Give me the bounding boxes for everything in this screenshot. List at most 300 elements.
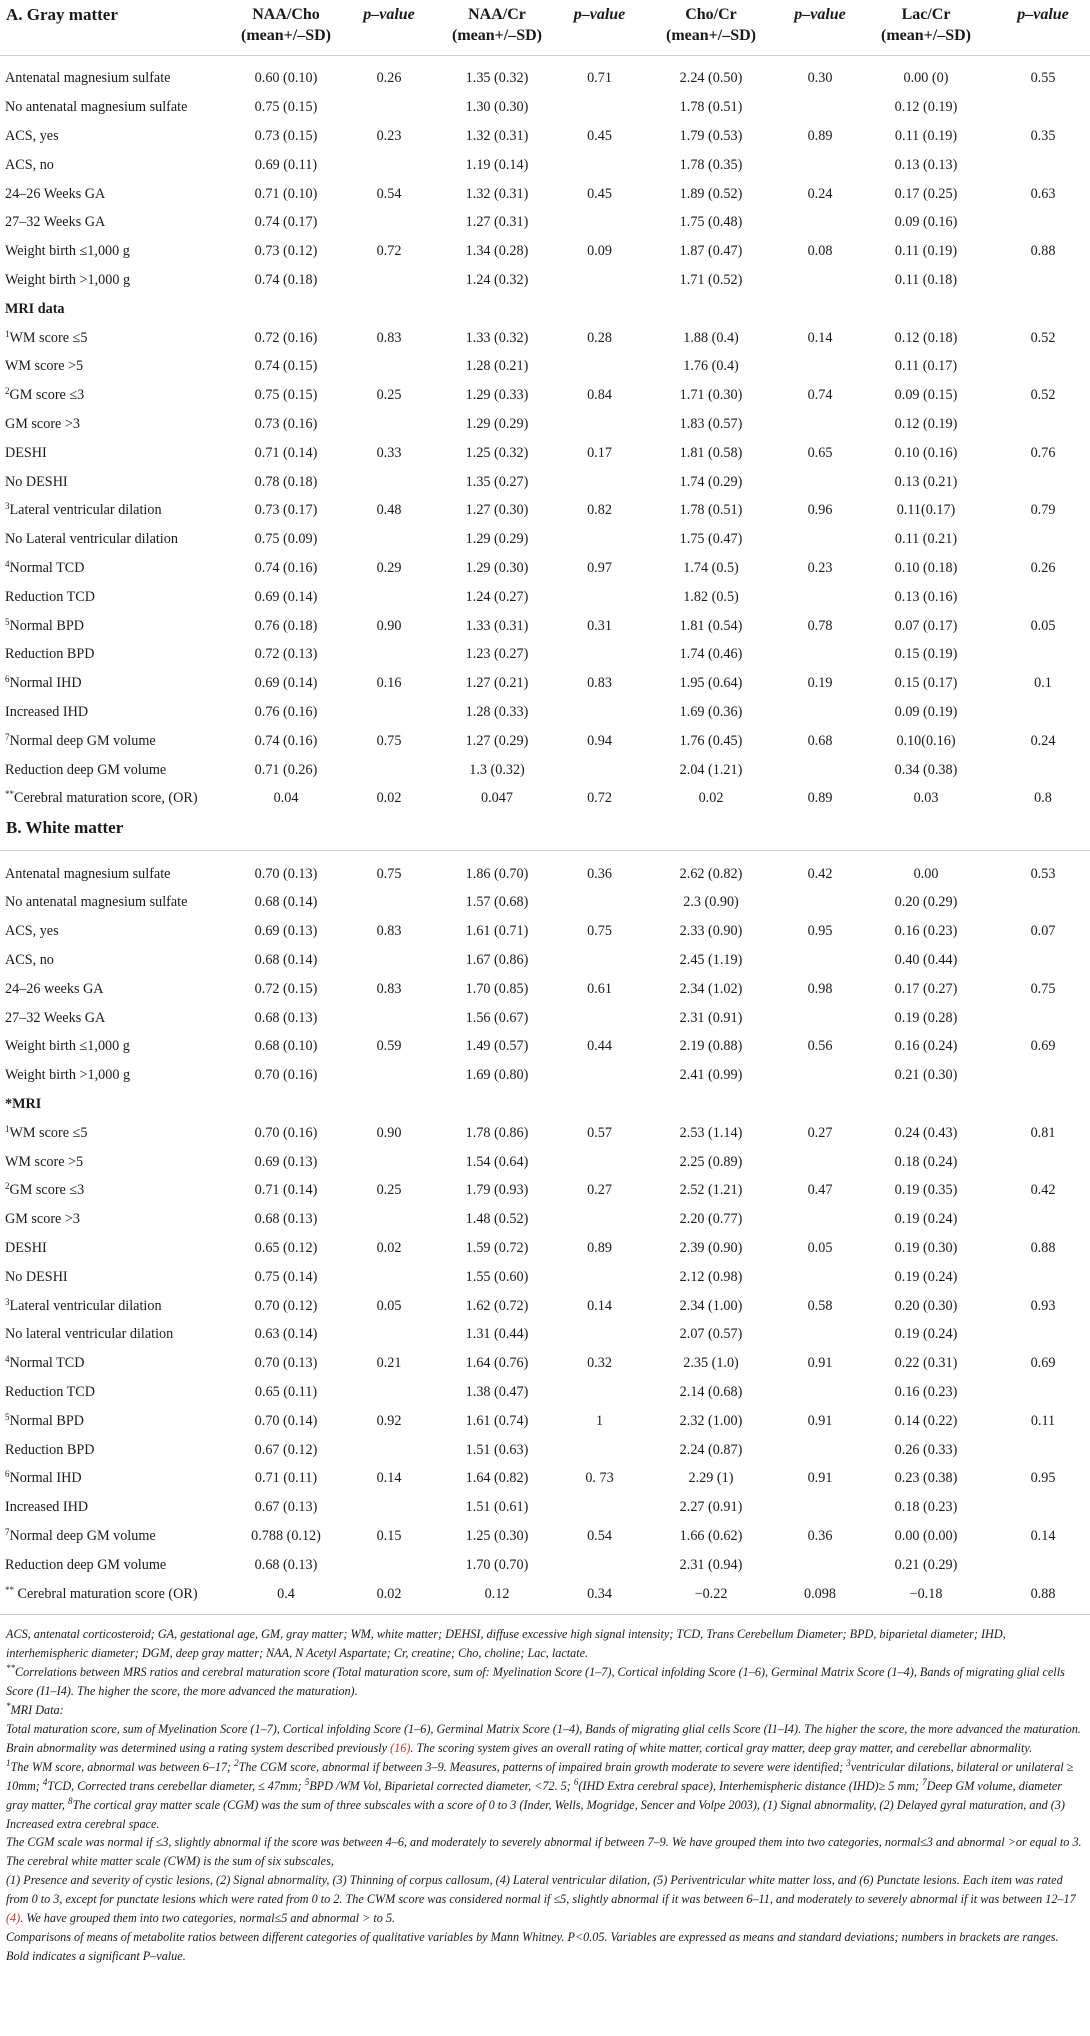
p-value-cell: [561, 468, 638, 497]
row-label: Increased IHD: [5, 1499, 89, 1516]
mean-sd-cell: 0.68 (0.13): [254, 1556, 318, 1573]
mean-sd-cell: 2.12 (0.98): [679, 1268, 743, 1285]
p-value-cell: 0.54: [376, 185, 402, 202]
mean-sd-cell: 1.32 (0.31): [465, 185, 529, 202]
row-label: 27–32 Weeks GA: [5, 214, 106, 231]
p-value-cell: 0.35: [1030, 127, 1056, 144]
mean-sd-cell: 0.10 (0.16): [894, 444, 958, 461]
mean-sd-cell: 1.29 (0.30): [465, 559, 529, 576]
footnote-marker: 6: [5, 674, 10, 685]
p-value-cell: 0.8: [1034, 790, 1052, 807]
mean-sd-cell: 1.81 (0.54): [679, 617, 743, 634]
table-row: [0, 208, 1090, 237]
mean-sd-cell: 0.15 (0.19): [894, 646, 958, 663]
divider: [0, 850, 1090, 860]
p-value-cell: 0.94: [587, 732, 612, 749]
mean-sd-cell: 1.61 (0.71): [465, 923, 529, 940]
p-value-cell: [784, 410, 856, 439]
mean-sd-cell: 1.24 (0.27): [465, 588, 529, 605]
row-label: WM score >5: [5, 358, 84, 375]
p-value-cell: 0.16: [376, 675, 402, 692]
table-row: [0, 1148, 1090, 1177]
row-label: 24–26 weeks GA: [5, 980, 104, 997]
p-value-cell: 0.53: [1030, 865, 1056, 882]
mean-sd-cell: 0.73 (0.17): [254, 502, 318, 519]
p-value-cell: 0.72: [376, 243, 402, 260]
p-value-cell: [561, 1061, 638, 1090]
mean-sd-cell: 1.29 (0.33): [465, 387, 529, 404]
p-value-cell: [345, 1263, 433, 1292]
mean-sd-cell: 0.17 (0.25): [894, 185, 958, 202]
p-value-cell: [784, 1436, 856, 1465]
table-row: [0, 698, 1090, 727]
p-value-cell: [996, 1061, 1090, 1090]
header-p: p–value: [573, 6, 626, 23]
p-value-cell: 0.59: [376, 1038, 402, 1055]
p-value-cell: [345, 1551, 433, 1580]
p-value-cell: 0.91: [807, 1412, 833, 1429]
p-value-cell: 0.68: [807, 732, 833, 749]
mean-sd-cell: 0.19 (0.24): [894, 1211, 958, 1228]
p-value-cell: [784, 1004, 856, 1033]
mean-sd-cell: 0.23 (0.38): [894, 1470, 958, 1487]
p-value-cell: 0.88: [1030, 1239, 1056, 1256]
p-value-cell: 0.15: [376, 1527, 402, 1544]
p-value-cell: 0.25: [376, 387, 402, 404]
section-title-gray: A. Gray matter: [6, 5, 118, 24]
table-row: [0, 410, 1090, 439]
p-value-cell: 0.65: [807, 444, 833, 461]
p-value-cell: [784, 1378, 856, 1407]
table-row: [0, 1349, 1090, 1378]
mean-sd-cell: 0.72 (0.15): [254, 980, 318, 997]
mean-sd-cell: 2.19 (0.88): [679, 1038, 743, 1055]
row-label: ACS, yes: [5, 127, 59, 144]
mean-sd-cell: 0.16 (0.23): [894, 923, 958, 940]
mean-sd-cell: 1.31 (0.44): [465, 1326, 529, 1343]
mean-sd-cell: 0.19 (0.24): [894, 1326, 958, 1343]
mean-sd-cell: −0.22: [694, 1585, 728, 1602]
mean-sd-cell: 0.34 (0.38): [894, 761, 958, 778]
mean-sd-cell: 0.4: [277, 1585, 295, 1602]
abbreviations-note: ACS, antenatal corticosteroid; GA, gestational age, GM, gray matter; WM, white matter; DEHSI, diffuse excessive high signal intensity; TCD, Trans Cerebellum Diameter; BPD, biparietal diameter; IHD, interhemispheric diameter; DGM, deep gray matter; NAA, N Acetyl Aspartate; Cr, creatine; Cho, choline; Lac, lactate.: [6, 1627, 1006, 1661]
p-value-cell: [996, 1378, 1090, 1407]
p-value-cell: 0.74: [807, 387, 833, 404]
mean-sd-cell: 0.12: [484, 1585, 510, 1602]
correlation-note: **Correlations between MRS ratios and cerebral maturation score (Total maturation score, sum of: Myelination Score (1–7), Cortical infolding Score (1–6), Germinal Matrix Score (1–4), Bands of migrating glial cells Score (I1–I4). The higher the score, the more advanced the maturation).: [6, 1663, 1065, 1699]
p-value-cell: 0.57: [587, 1124, 612, 1141]
p-value-cell: [561, 1205, 638, 1234]
header-p: p–value: [1017, 6, 1069, 23]
mean-sd-cell: 0.69 (0.14): [254, 588, 318, 605]
mean-sd-cell: 2.07 (0.57): [679, 1326, 743, 1343]
mean-sd-cell: 0.20 (0.30): [894, 1297, 958, 1314]
p-value-cell: 0.63: [1030, 185, 1056, 202]
mean-sd-cell: 0.26 (0.33): [894, 1441, 958, 1458]
section-title-white: B. White matter: [6, 818, 124, 838]
mean-sd-cell: 0.12 (0.18): [894, 329, 958, 346]
p-value-cell: 0.55: [1030, 70, 1056, 87]
mean-sd-cell: 1.25 (0.30): [465, 1527, 529, 1544]
mean-sd-cell: 1.95 (0.64): [679, 675, 743, 692]
mean-sd-cell: 0.73 (0.12): [254, 243, 318, 260]
table-row: [0, 439, 1090, 468]
p-value-cell: 0.91: [807, 1355, 833, 1372]
mean-sd-cell: 1.64 (0.76): [465, 1355, 529, 1372]
p-value-cell: 0.54: [587, 1527, 612, 1544]
footnote-marker: 2: [5, 386, 10, 397]
mean-sd-cell: 0.71 (0.10): [254, 185, 318, 202]
mean-sd-cell: 0.74 (0.16): [254, 732, 318, 749]
p-value-cell: [996, 889, 1090, 918]
mean-sd-cell: 0.00: [913, 865, 939, 882]
reference-link[interactable]: (16): [390, 1740, 411, 1755]
footnote-marker: 6: [5, 1469, 10, 1480]
p-value-cell: 0.75: [376, 865, 402, 882]
mean-sd-cell: 1.54 (0.64): [465, 1153, 529, 1170]
table-row: [0, 1407, 1090, 1436]
row-label: Weight birth ≤1,000 g: [5, 243, 130, 260]
mean-sd-cell: 1.78 (0.51): [679, 99, 743, 116]
row-label: Reduction deep GM volume: [5, 1556, 167, 1573]
row-label: Weight birth >1,000 g: [5, 271, 131, 288]
mean-sd-cell: 0.03: [913, 790, 939, 807]
mean-sd-cell: 0.13 (0.13): [894, 156, 958, 173]
p-value-cell: [784, 1205, 856, 1234]
mean-sd-cell: 0.09 (0.16): [894, 214, 958, 231]
mean-sd-cell: 0.75 (0.15): [254, 387, 318, 404]
table-row: [0, 496, 1090, 525]
table-row: [0, 612, 1090, 641]
mean-sd-cell: 0.70 (0.12): [254, 1297, 318, 1314]
p-value-cell: 0.29: [376, 559, 402, 576]
p-value-cell: 0.17: [587, 444, 612, 461]
mean-sd-cell: 1.64 (0.82): [465, 1470, 529, 1487]
p-value-cell: [784, 1493, 856, 1522]
p-value-cell: [345, 640, 433, 669]
mean-sd-cell: 0.69 (0.14): [254, 675, 318, 692]
p-value-cell: [345, 93, 433, 122]
footnote-marker: 7: [5, 731, 10, 742]
mean-sd-cell: 0.11 (0.18): [894, 271, 958, 288]
mri-label: *MRI Data:: [6, 1701, 64, 1718]
footnote-marker: 4: [5, 1354, 10, 1365]
mean-sd-cell: 0.68 (0.13): [254, 1211, 318, 1228]
brain-note: Brain abnormality was determined using a rating system described previously (16). The scoring system gives an overall rating of white matter, cortical gray matter, deep gray matter, and cerebellar abnormality.: [6, 1740, 1033, 1755]
footnote-marker: 2: [5, 1181, 10, 1192]
comparison-note: Comparisons of means of metabolite ratios between different categories of qualitative variables by Mann Whitney. P<0.05. Variables are expressed as means and standard deviations; numbers in brackets are ranges. Bold indicates a significant P–value.: [6, 1929, 1059, 1963]
subheading: *MRI: [5, 1095, 42, 1112]
p-value-cell: [996, 698, 1090, 727]
row-label: $^4$Normal TCD: [5, 558, 85, 576]
p-value-cell: 0.95: [807, 923, 833, 940]
mean-sd-cell: 0.63 (0.14): [254, 1326, 318, 1343]
mean-sd-cell: 1.27 (0.21): [465, 675, 529, 692]
table-row: [0, 468, 1090, 497]
mean-sd-cell: 0.16 (0.24): [894, 1038, 958, 1055]
row-label: GM score >3: [5, 415, 80, 432]
mean-sd-cell: 2.25 (0.89): [679, 1153, 743, 1170]
white-matter-section: [0, 813, 1090, 1608]
p-value-cell: 0.89: [807, 127, 833, 144]
p-value-cell: 0.69: [1030, 1355, 1056, 1372]
row-label: Antenatal magnesium sulfate: [5, 865, 171, 882]
mean-sd-cell: 1.70 (0.70): [465, 1556, 529, 1573]
mean-sd-cell: 2.3 (0.90): [683, 894, 739, 911]
mean-sd-cell: 1.71 (0.30): [679, 387, 743, 404]
mean-sd-cell: 2.14 (0.68): [679, 1383, 743, 1400]
mean-sd-cell: 1.33 (0.32): [465, 329, 529, 346]
row-label: ACS, yes: [5, 923, 59, 940]
mean-sd-cell: 0.69 (0.13): [254, 923, 318, 940]
mean-sd-cell: 2.41 (0.99): [679, 1067, 743, 1084]
p-value-cell: [561, 525, 638, 554]
header-naa-cho: NAA/Cho (mean+/–SD): [241, 6, 331, 44]
row-label: Increased IHD: [5, 703, 89, 720]
p-value-cell: [784, 1148, 856, 1177]
table-row: [0, 93, 1090, 122]
mean-sd-cell: 0.19 (0.30): [894, 1239, 958, 1256]
p-value-cell: 0.02: [376, 1239, 402, 1256]
row-label: $^5$Normal BPD: [5, 616, 84, 634]
p-value-cell: [784, 208, 856, 237]
p-value-cell: 0.91: [807, 1470, 833, 1487]
p-value-cell: 0.90: [376, 617, 402, 634]
row-label: $^2$GM score ≤3: [5, 1181, 85, 1199]
p-value-cell: 0.52: [1030, 329, 1056, 346]
p-value-cell: [784, 266, 856, 295]
table-row: [0, 1493, 1090, 1522]
p-value-cell: [996, 1148, 1090, 1177]
p-value-cell: 0.28: [587, 329, 612, 346]
p-value-cell: [561, 640, 638, 669]
p-value-cell: [784, 640, 856, 669]
row-label: $^6$Normal IHD: [5, 674, 82, 692]
table-row: [0, 1234, 1090, 1263]
mean-sd-cell: 1.28 (0.33): [465, 703, 529, 720]
subheading: MRI data: [5, 300, 65, 317]
mean-sd-cell: 0.69 (0.13): [254, 1153, 318, 1170]
mean-sd-cell: 0.74 (0.17): [254, 214, 318, 231]
p-value-cell: 0.83: [376, 923, 402, 940]
p-value-cell: [996, 946, 1090, 975]
mean-sd-cell: 0.24 (0.43): [894, 1124, 958, 1141]
mean-sd-cell: 1.23 (0.27): [465, 646, 529, 663]
mean-sd-cell: 1.51 (0.63): [465, 1441, 529, 1458]
mean-sd-cell: 2.32 (1.00): [679, 1412, 743, 1429]
table-row: [0, 1436, 1090, 1465]
p-value-cell: [784, 93, 856, 122]
p-value-cell: [561, 1436, 638, 1465]
p-value-cell: 0.90: [376, 1124, 402, 1141]
mean-sd-cell: 1.74 (0.46): [679, 646, 743, 663]
row-label: Reduction BPD: [5, 1441, 95, 1458]
p-value-cell: [996, 468, 1090, 497]
row-label: $^5$Normal BPD: [5, 1411, 84, 1429]
table-row: [0, 727, 1090, 756]
p-value-cell: 0.24: [1030, 732, 1056, 749]
row-label: No antenatal magnesium sulfate: [5, 99, 188, 116]
p-value-cell: 0.21: [376, 1355, 402, 1372]
mean-sd-cell: 0.13 (0.16): [894, 588, 958, 605]
p-value-cell: 0.75: [1030, 980, 1056, 997]
p-value-cell: 0.83: [587, 675, 612, 692]
mean-sd-cell: 0.75 (0.15): [254, 99, 318, 116]
p-value-cell: [561, 208, 638, 237]
mean-sd-cell: 0.22 (0.31): [894, 1355, 958, 1372]
row-label: $^6$Normal IHD: [5, 1469, 82, 1487]
footnote-marker: 7: [5, 1526, 10, 1537]
mean-sd-cell: 1.32 (0.31): [465, 127, 529, 144]
p-value-cell: [784, 698, 856, 727]
table-row: [0, 1061, 1090, 1090]
table-row: [0, 583, 1090, 612]
p-value-cell: [996, 1551, 1090, 1580]
table-row: [0, 1004, 1090, 1033]
p-value-cell: [996, 93, 1090, 122]
mean-sd-cell: 0.19 (0.28): [894, 1009, 958, 1026]
mean-sd-cell: 1.67 (0.86): [465, 952, 529, 968]
p-value-cell: 0.14: [807, 329, 833, 346]
p-value-cell: [784, 151, 856, 180]
footnote-marker: **: [5, 789, 14, 800]
mean-sd-cell: 0.40 (0.44): [894, 952, 958, 968]
row-label: $^3$Lateral ventricular dilation: [5, 501, 162, 519]
p-value-cell: 0.93: [1030, 1297, 1056, 1314]
table-row: [0, 640, 1090, 669]
table-row: [0, 381, 1090, 410]
mean-sd-cell: 0.75 (0.09): [254, 531, 318, 548]
p-value-cell: 0.88: [1030, 1585, 1056, 1602]
mean-sd-cell: 2.31 (0.91): [679, 1009, 743, 1026]
p-value-cell: 0.14: [1030, 1527, 1056, 1544]
mean-sd-cell: 1.59 (0.72): [465, 1239, 529, 1256]
row-label: GM score >3: [5, 1211, 80, 1228]
mean-sd-cell: 1.70 (0.85): [465, 980, 529, 997]
mean-sd-cell: 0.00 (0): [903, 70, 949, 87]
subheading-row: [0, 295, 1090, 324]
table-row: [0, 975, 1090, 1004]
mean-sd-cell: 1.55 (0.60): [465, 1268, 529, 1285]
p-value-cell: [561, 946, 638, 975]
row-label: Reduction TCD: [5, 588, 95, 605]
mean-sd-cell: 1.3 (0.32): [469, 761, 525, 778]
p-value-cell: [561, 1551, 638, 1580]
p-value-cell: [345, 1205, 433, 1234]
mean-sd-cell: 1.35 (0.32): [465, 70, 529, 87]
mean-sd-cell: 0.65 (0.12): [254, 1239, 318, 1256]
mri-note: Total maturation score, sum of Myelination Score (1–7), Cortical infolding Score (1–6), Germinal Matrix Score (1–4), Bands of migrating glial cells Score (I1–I4). The higher the score, the more advanced the maturation.: [6, 1721, 1081, 1736]
mean-sd-cell: 0.72 (0.13): [254, 646, 318, 663]
table-row: [0, 237, 1090, 266]
mean-sd-cell: 0.76 (0.18): [254, 617, 318, 634]
mean-sd-cell: 1.24 (0.32): [465, 271, 529, 288]
mean-sd-cell: 0.12 (0.19): [894, 415, 958, 432]
row-label: 27–32 Weeks GA: [5, 1009, 106, 1026]
row-label: No lateral ventricular dilation: [5, 1326, 174, 1343]
p-value-cell: [784, 1551, 856, 1580]
header-lac-cr: Lac/Cr (mean+/–SD): [881, 6, 971, 44]
footnote-marker: **: [5, 1584, 14, 1595]
row-label: No Lateral ventricular dilation: [5, 531, 178, 548]
mean-sd-cell: 0.70 (0.14): [254, 1412, 318, 1429]
row-label: No DESHI: [5, 473, 68, 490]
table-row: [0, 1378, 1090, 1407]
table-row: [0, 860, 1090, 889]
mean-sd-cell: 0.71 (0.14): [254, 1182, 318, 1199]
row-label: Reduction BPD: [5, 646, 95, 663]
row-label: ACS, no: [5, 156, 54, 173]
mean-sd-cell: 2.62 (0.82): [679, 865, 743, 882]
p-value-cell: 0.75: [376, 732, 402, 749]
mean-sd-cell: 0.74 (0.15): [254, 358, 318, 375]
p-value-cell: 0.89: [587, 1239, 612, 1256]
p-value-cell: 0.96: [807, 502, 833, 519]
mean-sd-cell: 0.65 (0.11): [254, 1383, 318, 1400]
p-value-cell: [345, 756, 433, 785]
p-value-cell: 0.36: [587, 865, 612, 882]
p-value-cell: 1: [595, 1412, 604, 1429]
row-label: $^7$Normal deep GM volume: [5, 731, 156, 749]
p-value-cell: 0.24: [807, 185, 833, 202]
table-row: [0, 525, 1090, 554]
p-value-cell: 0.33: [376, 444, 402, 461]
mean-sd-cell: 1.48 (0.52): [465, 1211, 529, 1228]
mean-sd-cell: 1.89 (0.52): [679, 185, 743, 202]
mean-sd-cell: 0.00 (0.00): [894, 1527, 958, 1544]
p-value-cell: 0.81: [1030, 1124, 1056, 1141]
table-row: [0, 1205, 1090, 1234]
row-label: $^1$WM score ≤5: [5, 1123, 88, 1141]
p-value-cell: 0.83: [376, 980, 402, 997]
mean-sd-cell: 1.78 (0.51): [679, 502, 743, 519]
table-row: [0, 1292, 1090, 1321]
p-value-cell: 0.14: [587, 1297, 612, 1314]
header-cho-cr: Cho/Cr (mean+/–SD): [666, 6, 756, 44]
mean-sd-cell: 0.10 (0.18): [894, 559, 958, 576]
p-value-cell: 0. 73: [585, 1470, 614, 1487]
mean-sd-cell: 1.69 (0.80): [465, 1067, 529, 1084]
p-value-cell: [784, 583, 856, 612]
p-value-cell: [784, 1061, 856, 1090]
p-value-cell: 0.09: [587, 243, 612, 260]
p-value-cell: [784, 946, 856, 975]
mean-sd-cell: 0.68 (0.14): [254, 894, 318, 911]
mean-sd-cell: 1.79 (0.93): [465, 1182, 529, 1199]
p-value-cell: 0.52: [1030, 387, 1056, 404]
p-value-cell: [561, 1378, 638, 1407]
table-row: [0, 1033, 1090, 1062]
mean-sd-cell: 0.21 (0.30): [894, 1067, 958, 1084]
p-value-cell: [561, 889, 638, 918]
table-row: [0, 1119, 1090, 1148]
mean-sd-cell: 0.11 (0.19): [894, 127, 958, 144]
mean-sd-cell: 1.49 (0.57): [465, 1038, 529, 1055]
mean-sd-cell: 1.75 (0.48): [679, 214, 743, 231]
footnote-marker: 3: [5, 1296, 10, 1307]
mean-sd-cell: 0.60 (0.10): [254, 70, 318, 87]
mean-sd-cell: 0.02: [698, 790, 724, 807]
table-row: [0, 1176, 1090, 1205]
mean-sd-cell: 0.70 (0.13): [254, 865, 318, 882]
reference-link[interactable]: (4): [6, 1911, 21, 1926]
mean-sd-cell: 1.74 (0.29): [679, 473, 743, 490]
p-value-cell: [996, 583, 1090, 612]
mean-sd-cell: 1.75 (0.47): [679, 531, 743, 548]
mean-sd-cell: 0.71 (0.11): [254, 1470, 318, 1487]
p-value-cell: 0.45: [587, 185, 612, 202]
mean-sd-cell: 0.09 (0.15): [894, 387, 958, 404]
